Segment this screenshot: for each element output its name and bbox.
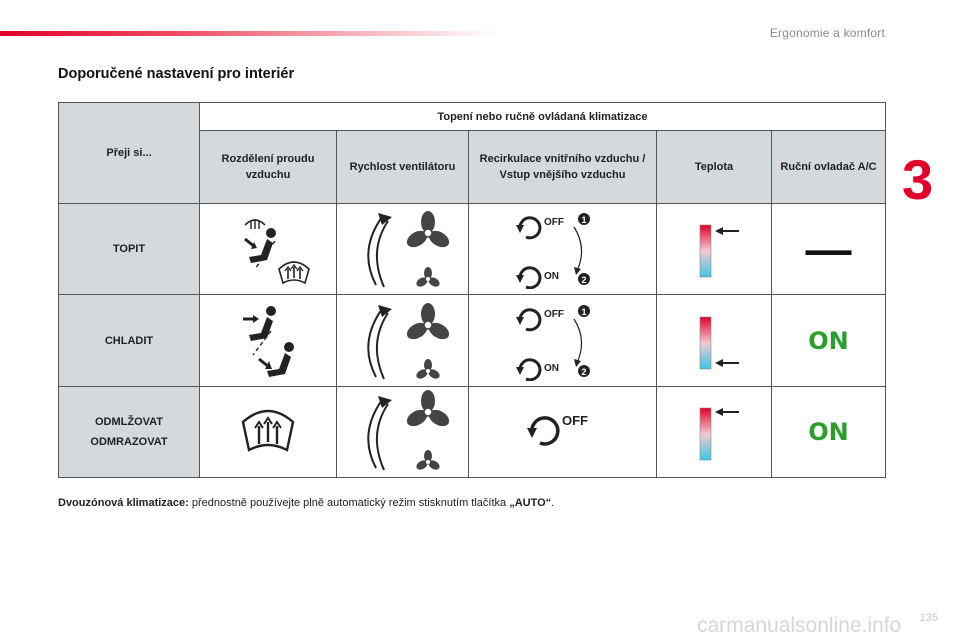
row-label-defog xyxy=(59,386,200,477)
step-badge: 1 xyxy=(580,306,587,317)
footnote-button: „AUTO“ xyxy=(509,497,552,509)
col-header-air-distribution: Rozdělení proudu vzduchu xyxy=(200,131,337,204)
temperature-gauge-icon xyxy=(669,392,759,472)
step-badge: 1 xyxy=(580,215,587,226)
settings-table xyxy=(58,102,886,478)
recirculation-icon xyxy=(508,301,618,381)
corner-cell: Přeji si... xyxy=(59,103,200,204)
step-badge: 2 xyxy=(580,366,587,377)
recirc-top-label: OFF xyxy=(543,308,564,320)
table-row xyxy=(59,295,886,386)
col-header-ac: Ruční ovladač A/C xyxy=(772,131,886,204)
table-row xyxy=(59,204,886,295)
fan-speed-icon xyxy=(348,299,458,383)
fan-small-icon xyxy=(414,450,440,471)
ac-cool xyxy=(772,295,886,386)
seat-person-icon xyxy=(243,306,276,341)
fan-speed-heat xyxy=(337,204,469,295)
recirculation-cool xyxy=(469,295,657,386)
recirc-bottom-label: ON xyxy=(543,362,559,374)
arrow-left-icon xyxy=(715,227,739,235)
footnote-end: . xyxy=(551,497,555,509)
fan-small-icon xyxy=(414,267,440,288)
temperature-heat xyxy=(657,204,772,295)
defrost-small-icon xyxy=(245,220,265,229)
recirc-arrow-icon xyxy=(527,418,558,444)
recirculation-icon xyxy=(508,397,618,467)
row-label-line2: ODMRAZOVAT xyxy=(90,435,168,448)
recirculation-icon xyxy=(508,209,618,289)
air-distribution-cool xyxy=(200,295,337,386)
recirc-single-label: OFF xyxy=(561,412,588,428)
ac-on-label: ON xyxy=(808,417,849,446)
windshield-defrost-icon xyxy=(279,262,309,283)
recirculation-defog xyxy=(469,386,657,477)
air-distribution-icon xyxy=(213,209,323,289)
page-number: 135 xyxy=(919,612,938,624)
recirc-arrow-icon xyxy=(516,359,540,379)
fan-speed-icon xyxy=(348,207,458,291)
recirc-top-label: OFF xyxy=(543,217,564,229)
footnote-text: přednostně používejte plně automatický režim stisknutím tlačítka xyxy=(188,497,510,509)
arrow-left-icon xyxy=(715,359,739,367)
row-label-heat: TOPIT xyxy=(59,204,200,295)
seat-person-icon xyxy=(259,342,294,377)
fan-speed-cool xyxy=(337,295,469,386)
fan-speed-icon xyxy=(348,390,458,474)
footnote xyxy=(58,497,554,509)
air-distribution-icon xyxy=(213,301,323,381)
recirc-arrow-icon xyxy=(516,268,540,288)
chapter-number: 3 xyxy=(902,148,934,211)
footnote-bold: Dvouzónová klimatizace: xyxy=(58,497,189,509)
recirc-arrow-icon xyxy=(516,309,540,329)
fan-small-icon xyxy=(414,359,440,380)
ac-heat xyxy=(772,204,886,295)
page-title: Doporučené nastavení pro interiér xyxy=(58,66,295,82)
windshield-defrost-icon xyxy=(213,392,323,472)
watermark: carmanualsonline.info xyxy=(697,614,902,637)
ac-defog xyxy=(772,386,886,477)
seat-person-icon xyxy=(245,228,276,263)
header-accent-bar xyxy=(0,31,500,36)
fan-large-icon xyxy=(403,211,451,251)
row-label-line1: ODMLŽOVAT xyxy=(94,415,164,428)
air-distribution-defog xyxy=(200,386,337,477)
col-header-temperature: Teplota xyxy=(657,131,772,204)
col-header-fan-speed: Rychlost ventilátoru xyxy=(337,131,469,204)
table-row xyxy=(59,386,886,477)
ac-value: — xyxy=(805,223,852,276)
step-badge: 2 xyxy=(580,275,587,286)
air-distribution-heat xyxy=(200,204,337,295)
recirc-bottom-label: ON xyxy=(543,271,559,283)
fan-speed-defog xyxy=(337,386,469,477)
recirc-arrow-icon xyxy=(516,218,540,238)
temperature-cool xyxy=(657,295,772,386)
ac-on-label: ON xyxy=(808,326,849,355)
group-header: Topení nebo ručně ovládaná klimatizace xyxy=(200,103,886,131)
temperature-gauge-icon xyxy=(669,209,759,289)
arrow-left-icon xyxy=(715,408,739,416)
row-label-cool: CHLADIT xyxy=(59,295,200,386)
recirculation-heat xyxy=(469,204,657,295)
fan-large-icon xyxy=(403,303,451,343)
temperature-gauge-icon xyxy=(669,301,759,381)
col-header-recirculation: Recirkulace vnitřního vzduchu / Vstup vnějšího vzduchu xyxy=(469,131,657,204)
temperature-defog xyxy=(657,386,772,477)
fan-large-icon xyxy=(403,390,451,430)
section-label: Ergonomie a komfort xyxy=(769,26,885,40)
